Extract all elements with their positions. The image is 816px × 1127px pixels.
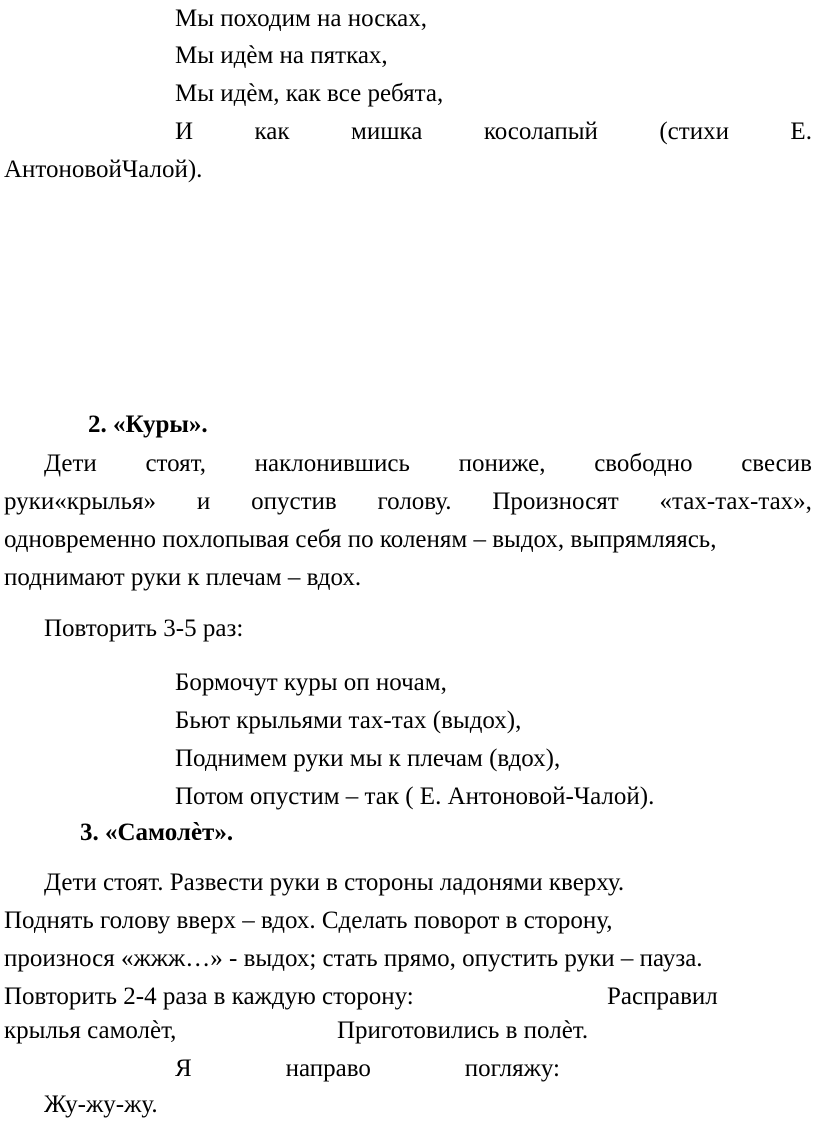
word: свободно <box>594 450 693 477</box>
poem1-line-4 <box>175 117 812 147</box>
word: косолапый <box>483 118 598 145</box>
section3-paragraph-line-5a: крылья самолѐт, <box>4 1017 177 1044</box>
section2-paragraph-line-4: поднимают руки к плечам – вдох. <box>4 564 362 591</box>
word: голову. <box>377 488 452 515</box>
word: «тах-тах-тах», <box>659 488 812 515</box>
section3-paragraph-line-2: Поднять голову вверх – вдох. Сделать поворот в сторону, <box>4 907 613 934</box>
word: стоят, <box>145 450 206 477</box>
section3-paragraph-line-6 <box>175 1054 560 1084</box>
section2-poem-line-3: Поднимем руки мы к плечам (вдох), <box>175 745 561 772</box>
word: погляжу: <box>464 1055 560 1082</box>
section3-paragraph-line-3: произнося «жжж…» - выдох; стать прямо, опустить руки – пауза. <box>4 945 703 972</box>
word: опустив <box>251 488 337 515</box>
section3-paragraph-line-4a: Повторить 2-4 раза в каждую сторону: <box>4 983 414 1010</box>
section2-heading: 2. «Куры». <box>88 411 208 438</box>
section3-paragraph-line-4b: Расправил <box>607 983 718 1010</box>
word: и <box>196 488 211 515</box>
section2-repeat: Повторить 3-5 раз: <box>44 615 244 642</box>
word: как <box>254 118 290 145</box>
section2-paragraph-line-2 <box>4 487 812 517</box>
poem1-line-3: Мы идѐм, как все ребята, <box>175 80 444 107</box>
section3-heading: 3. «Самолѐт». <box>80 819 234 846</box>
word: Произносят <box>492 488 619 515</box>
word: свесив <box>741 450 812 477</box>
section2-poem-line-1: Бормочут куры оп ночам, <box>175 669 447 696</box>
word: пониже, <box>458 450 546 477</box>
poem1-line-2: Мы идѐм на пятках, <box>175 42 388 69</box>
section3-paragraph-line-7: Жу-жу-жу. <box>44 1091 158 1118</box>
section3-paragraph-line-5b: Приготовились в полѐт. <box>337 1017 589 1044</box>
word: Я <box>175 1055 192 1082</box>
word: Е. <box>790 118 812 145</box>
poem1-line-1: Мы походим на носках, <box>175 5 427 32</box>
section3-paragraph-line-1: Дети стоят. Развести руки в стороны ладонями кверху. <box>44 869 625 896</box>
word: направо <box>285 1055 371 1082</box>
section2-paragraph-line-1 <box>44 449 812 479</box>
section2-poem-line-2: Бьют крыльями тах-тах (выдох), <box>175 707 522 734</box>
word: Дети <box>44 450 97 477</box>
word: (стихи <box>659 118 729 145</box>
poem1-line-5: АнтоновойЧалой). <box>4 156 203 183</box>
word: руки«крылья» <box>4 488 157 515</box>
word: мишка <box>351 118 423 145</box>
word: И <box>175 118 194 145</box>
section2-poem-line-4: Потом опустим – так ( Е. Антоновой-Чалой). <box>175 783 655 810</box>
section2-paragraph-line-3: одновременно похлопывая себя по коленям – выдох, выпрямляясь, <box>4 526 717 553</box>
word: наклонившись <box>254 450 410 477</box>
